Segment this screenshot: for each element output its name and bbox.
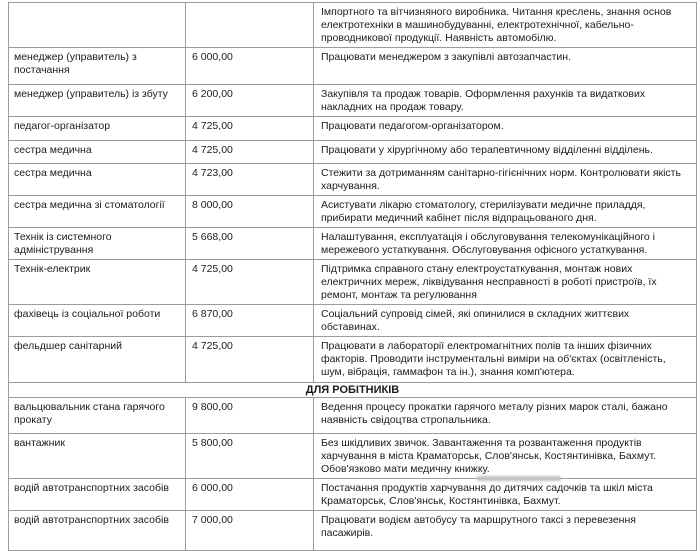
vacancies-table <box>8 2 697 551</box>
description-cell: Працювати педагогом-організатором. <box>321 120 504 132</box>
salary-cell: 4 723,00 <box>186 164 314 195</box>
salary-cell: 6 000,00 <box>186 479 314 510</box>
description-cell: Працювати водієм автобусу та маршрутного таксі з перевезення пасажирів. <box>321 514 636 539</box>
salary-cell <box>186 3 314 47</box>
table-row <box>9 85 696 117</box>
description-cell: Постачання продуктів харчування до дитячих садочків та шкіл міста Краматорськ, Слов'янськ, Костянтинівка, Бахмут. <box>321 482 653 507</box>
job-title-cell: педагог-організатор <box>9 117 186 140</box>
salary-cell: 5 800,00 <box>186 434 314 478</box>
salary-cell: 8 000,00 <box>186 196 314 227</box>
job-title-cell <box>9 3 186 47</box>
description-cell: Працювати в лабораторії електромагнітних полів та інших фізичних факторів. Проводити інструментальні виміри на об'єктах (освітленість, шум, вібрація, гаммафон та ін.), знання комп'ютера. <box>321 340 666 378</box>
description-cell: Підтримка справного стану електроустаткування, монтаж нових електричних мереж, ліквідування несправності в роботі пристроїв, їх ремонт, монтаж та регулювання <box>321 263 657 301</box>
job-title-cell: фахівець із соціальної роботи <box>9 305 186 336</box>
table-row <box>9 260 696 305</box>
table-row <box>9 398 696 434</box>
job-title-cell: сестра медична <box>9 141 186 163</box>
table-row <box>9 479 696 511</box>
description-cell: Працювати у хірургічному або терапевтичному відділенні відділень. <box>321 144 653 156</box>
description-cell: Імпортного та вітчизняного виробника. Читання креслень, знання основ електротехніки в машинобудуванні, електротехнічної, кабельно-проводникової продукції. Наявність автомобілю. <box>321 6 672 44</box>
job-title-cell: сестра медична <box>9 164 186 195</box>
table-row <box>9 48 696 85</box>
description-cell: Соціальний супровід сімей, які опинилися в складних життєвих обставинах. <box>321 308 630 333</box>
description-cell: Без шкідливих звичок. Завантаження та розвантаження продуктів харчування в міста Краматорськ, Слов'янськ, Костянтинівка, Бахмут. Обов'язково мати медичну книжку. <box>321 437 657 475</box>
description-cell: Стежити за дотриманням санітарно-гігієнічних норм. Контролювати якість харчування. <box>321 167 681 192</box>
section-header-for-workers: ДЛЯ РОБІТНИКІВ <box>9 383 696 398</box>
table-row <box>9 3 696 48</box>
description-cell: Ведення процесу прокатки гарячого металу різних марок сталі, бажано наявність свідоцтва стропальника. <box>321 401 668 426</box>
job-title-cell: фельдшер санітарний <box>9 337 186 382</box>
job-title-cell: вальцювальник стана гарячого прокату <box>9 398 186 433</box>
salary-cell: 4 725,00 <box>186 141 314 163</box>
table-row <box>9 305 696 337</box>
job-title-cell: сестра медична зі стоматології <box>9 196 186 227</box>
job-title-cell: Технік-електрик <box>9 260 186 304</box>
salary-cell: 4 725,00 <box>186 337 314 382</box>
salary-cell: 5 668,00 <box>186 228 314 259</box>
job-title-cell: вантажник <box>9 434 186 478</box>
salary-cell: 7 000,00 <box>186 511 314 550</box>
job-title-cell: водій автотранспортних засобів <box>9 479 186 510</box>
job-title-cell: водій автотранспортних засобів <box>9 511 186 550</box>
scan-artifact <box>477 476 561 481</box>
description-cell: Асистувати лікарю стоматологу, стерилізувати медичне приладдя, прибирати медичний кабінет після відпрацьованого дня. <box>321 199 646 224</box>
table-row <box>9 141 696 164</box>
description-cell: Закупівля та продаж товарів. Оформлення рахунків та видаткових накладних на продаж товару. <box>321 88 646 113</box>
table-row <box>9 434 696 479</box>
salary-cell: 6 200,00 <box>186 85 314 116</box>
job-title-cell: Технік із системного адміністрування <box>9 228 186 259</box>
salary-cell: 4 725,00 <box>186 117 314 140</box>
job-title-cell: менеджер (управитель) з постачання <box>9 48 186 84</box>
salary-cell: 9 800,00 <box>186 398 314 433</box>
table-row <box>9 228 696 260</box>
description-cell: Налаштування, експлуатація і обслуговування телекомунікаційного і мережевого устаткування. Обслуговування офісного устаткування. <box>321 231 656 256</box>
table-row <box>9 337 696 383</box>
description-cell: Працювати менеджером з закупівлі автозапчастин. <box>321 51 572 63</box>
salary-cell: 6 870,00 <box>186 305 314 336</box>
table-row <box>9 196 696 228</box>
table-row <box>9 511 696 551</box>
salary-cell: 6 000,00 <box>186 48 314 84</box>
table-row <box>9 164 696 196</box>
table-row <box>9 117 696 141</box>
job-title-cell: менеджер (управитель) із збуту <box>9 85 186 116</box>
salary-cell: 4 725,00 <box>186 260 314 304</box>
